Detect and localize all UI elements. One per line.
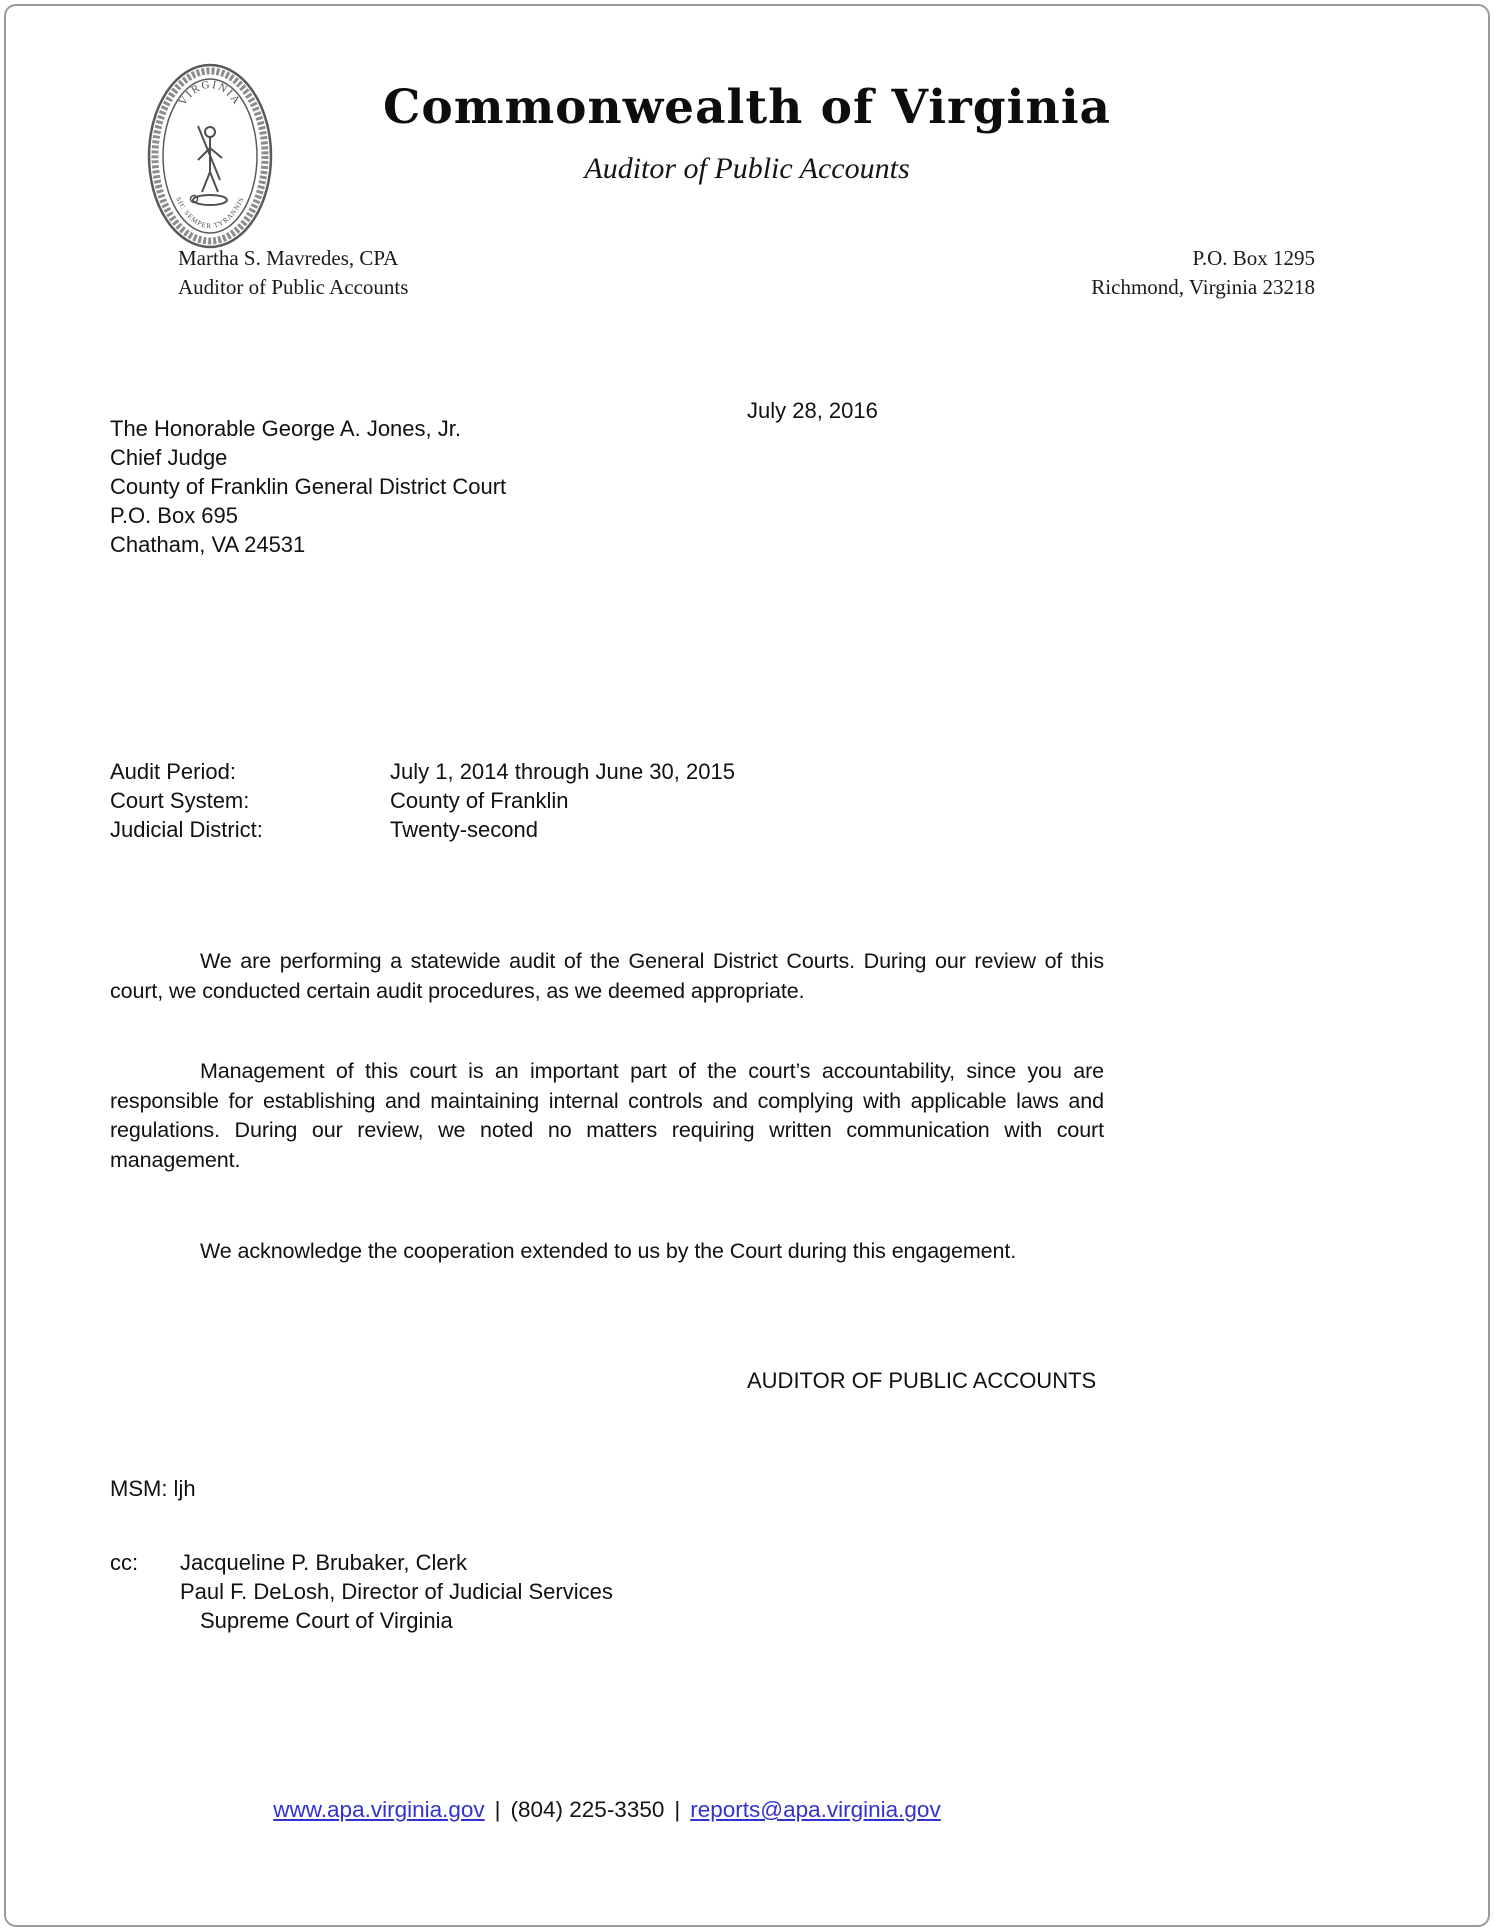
meta-row: [110, 815, 735, 844]
cc-row: [110, 1606, 613, 1635]
cc-block: [110, 1548, 613, 1635]
official-block: [178, 244, 408, 302]
cc-row: [110, 1548, 613, 1577]
cc-recipient: Paul F. DeLosh, Director of Judicial Services: [180, 1579, 613, 1604]
cc-label: cc:: [110, 1550, 139, 1575]
audit-meta-block: [110, 757, 735, 844]
recipient-address-block: [110, 414, 506, 559]
seal-top-text: VIRGINIA: [176, 78, 244, 108]
footer-separator: |: [494, 1797, 501, 1822]
seal-bottom-text: SIC SEMPER TYRANNIS: [174, 195, 246, 231]
body-paragraph: Management of this court is an important part of the court’s accountability, since you are responsible for establishing and maintaining internal controls and complying with applicable laws and regulations. During our review, we noted no matters requiring written communication with court management.: [110, 1059, 1104, 1172]
recipient-line: P.O. Box 695: [110, 503, 239, 528]
page-footer: [110, 1797, 1104, 1823]
letter-date: July 28, 2016: [747, 398, 878, 423]
meta-row: [110, 786, 735, 815]
recipient-line: Chief Judge: [110, 445, 228, 470]
recipient-line: The Honorable George A. Jones, Jr.: [110, 416, 461, 441]
official-name: Martha S. Mavredes, CPA: [178, 246, 399, 270]
office-address-block: [1091, 244, 1315, 302]
signature-organization: AUDITOR OF PUBLIC ACCOUNTS: [747, 1368, 1097, 1393]
meta-row: [110, 757, 735, 786]
phone-number: (804) 225-3350: [510, 1797, 665, 1822]
meta-label: Audit Period:: [110, 759, 236, 784]
meta-label: Court System:: [110, 788, 250, 813]
letterhead-subtitle: Auditor of Public Accounts: [584, 152, 910, 185]
recipient-line: Chatham, VA 24531: [110, 532, 306, 557]
website-link[interactable]: www.apa.virginia.gov: [273, 1797, 485, 1822]
cc-recipient: Supreme Court of Virginia: [200, 1608, 453, 1633]
recipient-line: County of Franklin General District Court: [110, 474, 507, 499]
meta-value: County of Franklin: [390, 788, 569, 813]
office-address-line2: Richmond, Virginia 23218: [1091, 275, 1315, 299]
meta-value: July 1, 2014 through June 30, 2015: [390, 759, 735, 784]
meta-label: Judicial District:: [110, 817, 263, 842]
cc-recipient: Jacqueline P. Brubaker, Clerk: [180, 1550, 467, 1575]
reference-initials: MSM: ljh: [110, 1476, 196, 1501]
body-paragraph: We are performing a statewide audit of the General District Courts. During our review of this court, we conducted certain audit procedures, as we deemed appropriate.: [110, 949, 1104, 1003]
letterhead-title: Commonwealth of Virginia: [382, 80, 1112, 135]
cc-row: [110, 1577, 613, 1606]
body-paragraph: We acknowledge the cooperation extended to us by the Court during this engagement.: [200, 1239, 1017, 1263]
office-address-line1: P.O. Box 1295: [1192, 246, 1315, 270]
footer-separator: |: [674, 1797, 681, 1822]
meta-value: Twenty-second: [390, 817, 538, 842]
email-link[interactable]: reports@apa.virginia.gov: [690, 1797, 941, 1822]
official-role: Auditor of Public Accounts: [178, 275, 409, 299]
